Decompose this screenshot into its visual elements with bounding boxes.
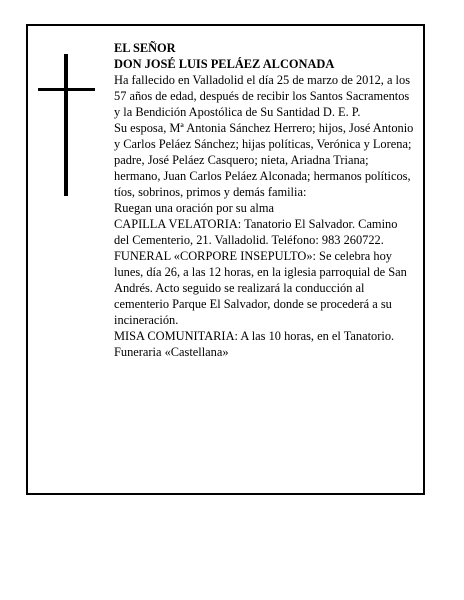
cross-icon [38,54,95,196]
funeral-info: FUNERAL «CORPORE INSEPULTO»: Se celebra hoy lunes, día 26, a las 12 horas, en la iglesia parroquial de San Andrés. Acto seguido se realizará la conducción al cementerio Parque El Salvador, donde se procederá a su incineración. [114,249,407,327]
obituary-text [114,40,414,360]
funeral-home: Funeraria «Castellana» [114,345,229,359]
header-title: EL SEÑOR [114,41,176,55]
cross-horizontal-bar [38,88,95,91]
chapel-info: CAPILLA VELATORIA: Tanatorio El Salvador. Camino del Cementerio, 21. Valladolid. Teléfono: 983 260722. [114,217,398,247]
mass-info: MISA COMUNITARIA: A las 10 horas, en el Tanatorio. [114,329,395,343]
family-list: Su esposa, Mª Antonia Sánchez Herrero; hijos, José Antonio y Carlos Peláez Sánchez; hijas políticas, Verónica y Lorena; padre, José Peláez Casquero; nieta, Ariadna Triana; hermano, Juan Carlos Peláez Alconada; hermanos políticos, tíos, sobrinos, primos y demás familia: [114,121,414,199]
cross-vertical-bar [64,54,68,196]
prayer-request: Ruegan una oración por su alma [114,201,274,215]
death-announcement: Ha fallecido en Valladolid el día 25 de marzo de 2012, a los 57 años de edad, después de recibir los Santos Sacramentos y la Bendición Apostólica de Su Santidad D. E. P. [114,73,411,119]
deceased-name: DON JOSÉ LUIS PELÁEZ ALCONADA [114,57,335,71]
